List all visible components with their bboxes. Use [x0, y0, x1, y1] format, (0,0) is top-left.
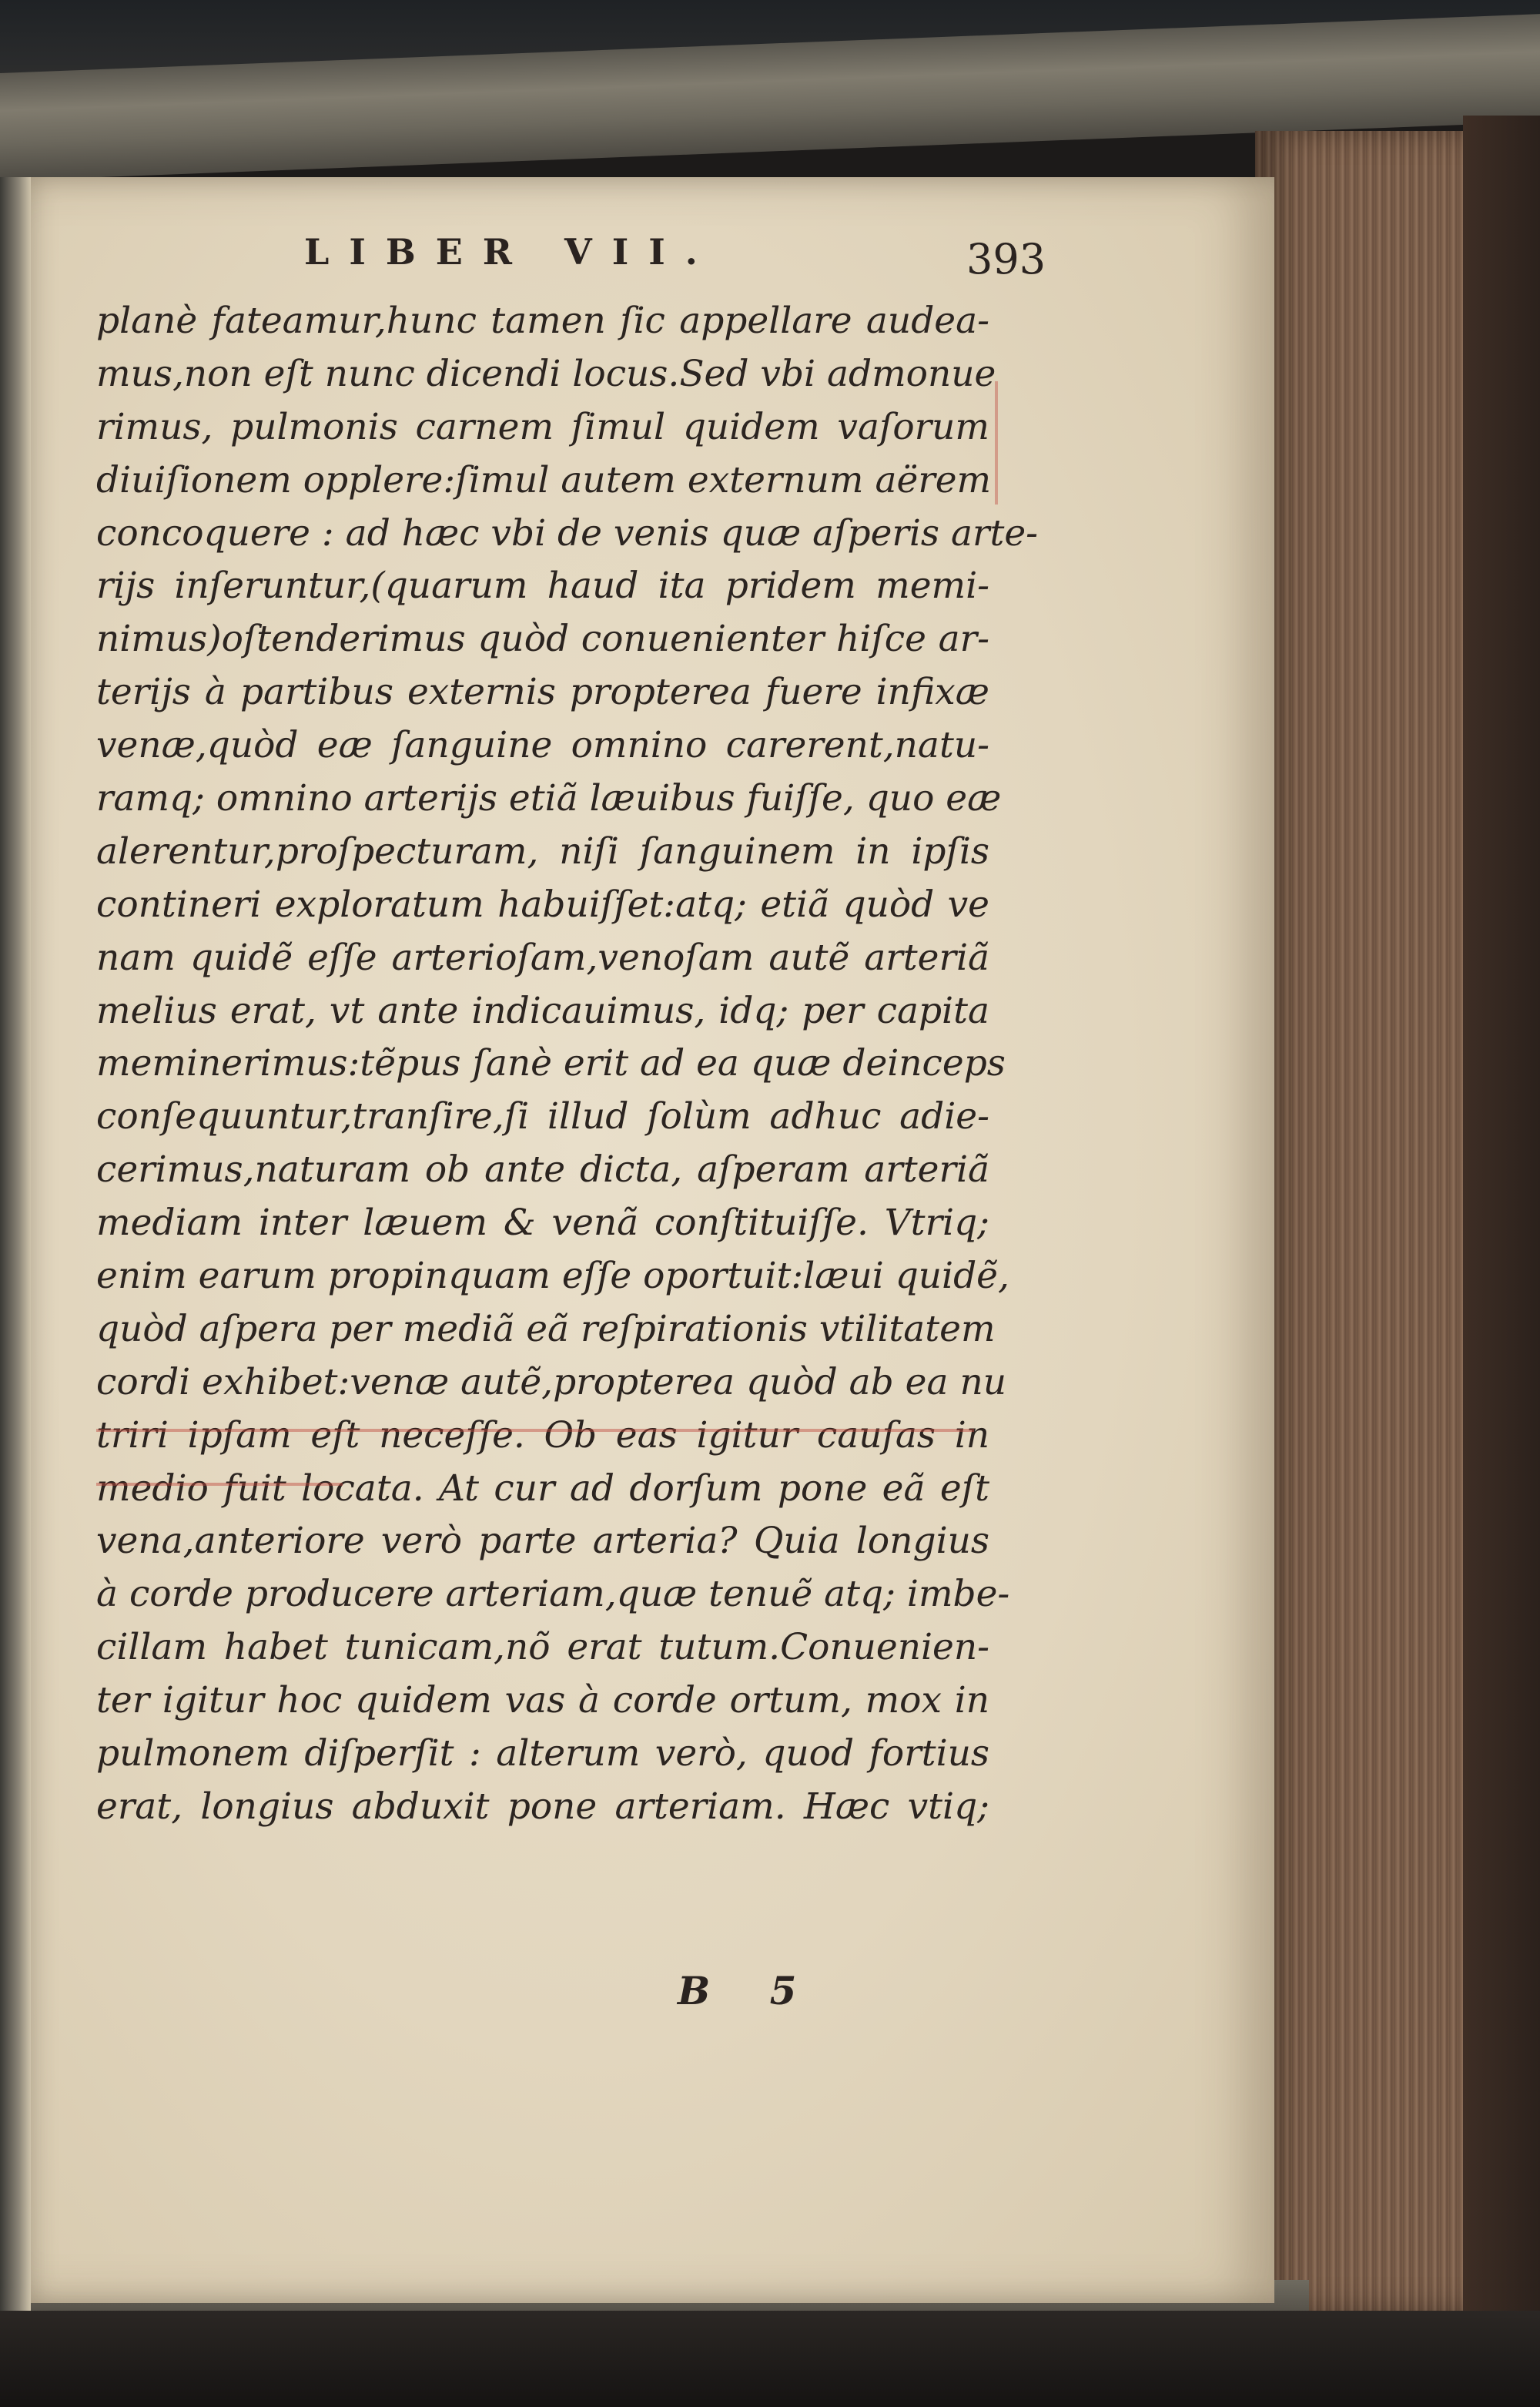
text-line: mus,non eſt nunc dicendi locus.Sed vbi admonue [96, 352, 996, 395]
text-line: melius erat, vt ante indicauimus, idq; per capita [96, 989, 989, 1032]
text-line: planè fateamur,hunc tamen ſic appellare audea- [96, 300, 989, 342]
text-line: diuiſionem opplere:ſimul autem externum aërem [96, 458, 992, 501]
red-underline-mark [96, 1429, 974, 1432]
text-line: medio fuit locata. At cur ad dorſum pone eã eſt [96, 1467, 989, 1510]
text-line: cerimus,naturam ob ante dicta, aſperam arteriã [96, 1148, 989, 1192]
text-line: ter igitur hoc quidem vas à corde ortum, mox in [96, 1679, 989, 1722]
text-line: conſequuntur,tranſire,ſi illud ſolùm adhuc adie- [96, 1095, 989, 1138]
text-line: meminerimus:tẽpus ſanè erit ad ea quæ deinceps [96, 1042, 1006, 1085]
text-line: enim earum propinquam eſſe oportuit:læui quidẽ, [96, 1255, 1009, 1298]
running-title: LIBER VII. [304, 231, 718, 273]
text-line: quòd aſpera per mediã eã reſpirationis vtilitatem [96, 1307, 996, 1350]
text-line: ramq; omnino arterijs etiã læuibus fuiſſe, quo eæ [96, 777, 1002, 820]
text-line: mediam inter læuem & venã conſtituiſſe. Vtriq; [96, 1202, 989, 1245]
text-line: terijs à partibus externis propterea fuere infixæ [96, 671, 989, 714]
page-number: 393 [966, 235, 1046, 283]
page-left-edge [0, 177, 31, 2311]
text-line: vena,anteriore verò parte arteria? Quia longius [96, 1520, 989, 1563]
text-line: nam quidẽ eſſe arterioſam,venoſam autẽ arteriã [96, 936, 989, 979]
text-line: contineri exploratum habuiſſet:atq; etiã quòd ve [96, 883, 989, 926]
text-line: à corde producere arteriam,quæ tenuẽ atq; imbe- [96, 1573, 1010, 1616]
text-line: rijs inſeruntur,(quarum haud ita pridem memi- [96, 565, 989, 608]
signature-mark: B 5 [678, 1968, 820, 2013]
red-margin-mark [995, 381, 998, 505]
backdrop-bottom [0, 2311, 1540, 2407]
text-line: alerentur,proſpecturam, niſi ſanguinem in ipſis [96, 830, 989, 873]
red-underline-mark [96, 1483, 343, 1486]
text-line: nimus)oſtenderimus quòd conuenienter hiſce ar- [96, 618, 989, 661]
body-text [96, 295, 1039, 1834]
book-cover-edge [1463, 116, 1540, 2334]
text-line: pulmonem diſperſit : alterum verò, quod fortius [96, 1732, 989, 1775]
text-line: rimus, pulmonis carnem ſimul quidem vaſorum [96, 405, 989, 448]
text-line: concoquere : ad hæc vbi de venis quæ aſperis arte- [96, 511, 1039, 555]
text-line: erat, longius abduxit pone arteriam. Hæc vtiq; [96, 1785, 989, 1828]
text-line: cordi exhibet:venæ autẽ,propterea quòd ab ea nu [96, 1360, 1006, 1403]
text-line: venæ,quòd eæ ſanguine omnino carerent,natu- [96, 724, 989, 767]
text-line: cillam habet tunicam,nõ erat tutum.Conuenien- [96, 1626, 989, 1669]
text-line: triri ipſam eſt neceſſe. Ob eas igitur cauſas in [96, 1413, 989, 1457]
